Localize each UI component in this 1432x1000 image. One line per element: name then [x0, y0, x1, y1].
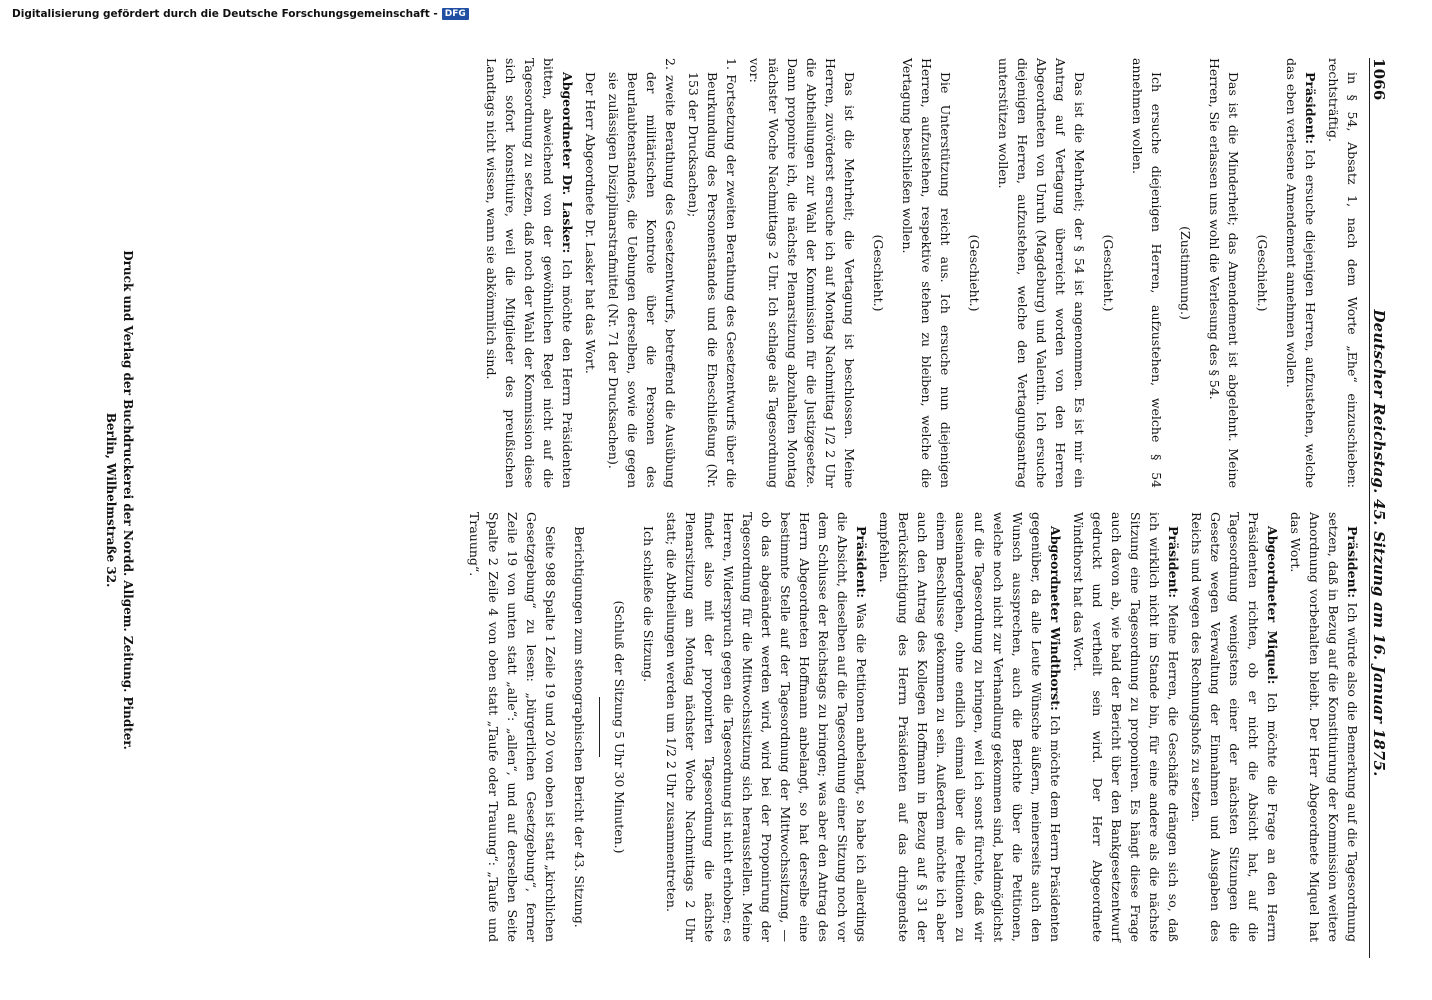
stage-direction: Berichtigungen zum stenographischen Bericht der 43. Sitzung. — [572, 526, 587, 928]
stage-direction: (Geschieht.) — [1101, 234, 1116, 312]
running-head — [1369, 58, 1410, 958]
speech-text: Meine Herren, die Geschäfte drängen sich so, daß ich wirklich nicht im Stande bin, für eine andere als die nächste Sitzung eine Tagesordnung zu proponiren. Es hängt diese Frage auch davon ab, wie bald der Bericht über den Bankgesetzentwurf gedruckt und vertheilt sein wird. Der Herr Abgeordnete Windthorst hat das Wort. — [1071, 512, 1181, 943]
speech-paragraph — [1282, 58, 1320, 488]
page-number: 1066 — [1370, 58, 1388, 101]
speech-text: Was die Petitionen anbelangt, so habe ich allerdings die Absicht, dieselben auf die Tagesordnung einer Sitzung noch vor dem Schlusse der Reichstags zu bringen; was aber den Antrag des Herrn Abgeordneten Hoffmann anbelangt, so hat derselbe eine bestimmte Stelle auf der Tagesordnung der Mittwochssitzung, — ob das abgeändert werden wird, wird bei der Proponirung der Tagesordnung für die Mittwochssitzung sich herausstellen. Meine Herren, Widerspruch gegen die Tagesordnung ist nicht erhoben; es findet also mit der proponirten Tagesordnung die nächste Plenarsitzung am Montag nächster Woche Nachmittags 2 Uhr statt; die Abtheilungen werden um 1/2 2 Uhr zusammentreten. — [664, 512, 869, 942]
body-paragraph: Der Herr Abgeordnete Dr. Lasker hat das Wort. — [583, 72, 598, 374]
imprint-line-2: Berlin, Wilhelmstraße 32. — [104, 412, 118, 588]
agenda-item: 1. Fortsetzung der zweiten Berathung des Gesetzentwurfs über die Beurkundung des Personenstandes und die Eheschließung (Nr. 153 der Drucksachen); — [686, 58, 739, 488]
speaker-name: Präsident: — [854, 526, 869, 599]
agenda-item: 2. zweite Berathung des Gesetzentwurfs, betreffend die Ausübung der militärischen Kontrole über die Personen des Beurlaubtenstandes, die Uebungen derselben, sowie die gegen sie zulässigen Disziplinarstrafmittel (Nr. 71 der Drucksachen). — [606, 58, 678, 488]
body-paragraph: Die Unterstützung reicht aus. Ich ersuche nun diejenigen Herren, aufzustehen, respektive stehen zu bleiben, welche die Vertagung beschließen wollen. — [900, 58, 953, 488]
speaker-name: Abgeordneter Windthorst: — [1048, 526, 1063, 711]
speech-text: Ich möchte den Herrn Präsidenten bitten, abweichend von der gewöhnlichen Regel nicht auf die Tagesordnung zu setzen, daß noch der Wahl der Kommission diese sich sofort konstituire, weil die Mitglieder des preußischen Landtags nicht wissen, wann sie abkömmlich sind. — [484, 58, 575, 488]
body-paragraph: Seite 988 Spalte 1 Zeile 19 und 20 von oben ist statt „kirchlichen Gesetzgebung“ zu lesen: „bürgerlichen Gesetzgebung“, ferner Zeile 19 von unten statt „alle“: „allen“, und auf derselben Seite Spalte 2 Zeile 4 von oben statt „Taufe oder Trauung“: „Taufe und Trauung“. — [467, 512, 558, 942]
dfg-logo: DFG — [442, 8, 469, 20]
speech-paragraph — [1069, 512, 1183, 942]
speech-paragraph — [1187, 512, 1282, 942]
body-paragraph: Das ist die Mehrheit; die Vertagung ist beschlossen. Meine Herren, zuvörderst ersuche ich auf Montag Nachmittag 1/2 2 Uhr die Abtheilungen zur Wahl der Kommission für die Justizgesetze. Dann proponire ich, die nächste Plenarsitzung abzuhalten Montag nächster Woche Nachmittags 2 Uhr. Ich schlage als Tagesordnung vor: — [747, 58, 857, 488]
stage-direction: (Geschieht.) — [1255, 234, 1270, 312]
speech-text: Ich möchte dem Herrn Präsidenten gegenüber, da alle Leute Wünsche äußern, meinerseits auch den Wunsch aussprechen, auch die Berichte über die Petitionen, welche noch nicht zur Verhandlung gekommen sind, baldmöglichst auf die Tagesordnung zu bringen, weil ich sonst fürchte, daß wir auseinandergehen, ohne endlich einmal über die Petitionen zu einem Beschlusse gekommen zu sein. Außerdem möchte ich aber auch den Antrag des Kollegen Hoffmann in Bezug auf § 31 der Berücksichtigung des Herrn Präsidenten auf das dringendste empfehlen. — [877, 512, 1063, 942]
body-paragraph: Ich ersuche diejenigen Herren, aufzustehen, welche § 54 annehmen wollen. — [1130, 58, 1164, 488]
body-paragraph: in § 54, Absatz 1, nach dem Worte „Ehe“ einzuschieben: rechtsträftig. — [1326, 58, 1360, 488]
speech-paragraph — [875, 512, 1065, 942]
speaker-name: Abgeordneter Miquel: — [1265, 526, 1280, 685]
stage-direction: (Schluß der Sitzung 5 Uhr 30 Minuten.) — [612, 600, 627, 854]
imprint-line-1: Druck und Verlag der Buchdruckerei der Nordd. Allgem. Zeitung. Pindter. — [121, 250, 135, 750]
speaker-name: Präsident: — [1166, 526, 1181, 599]
speech-paragraph — [482, 58, 577, 488]
speaker-name: Präsident: — [1345, 526, 1360, 599]
speech-text: Ich würde also die Bemerkung auf die Tagesordnung setzen, daß in Bezug auf die Konstituirung der Kommission weitere Anordnung vorbehalten bleibt. Der Herr Abgeordnete Miquel hat das Wort. — [1288, 512, 1360, 942]
stage-direction: (Geschieht.) — [871, 234, 886, 312]
speaker-name: Abgeordneter Dr. Lasker: — [560, 72, 575, 254]
speaker-name: Präsident: — [1303, 72, 1318, 145]
printer-imprint — [102, 60, 136, 940]
speech-text: Ich ersuche diejenigen Herren, aufzustehen, welche das eben verlesene Amendement annehmen wollen. — [1284, 58, 1318, 488]
digitization-credit — [12, 8, 469, 20]
right-column — [461, 512, 1362, 942]
body-paragraph: Ich schließe die Sitzung. — [641, 526, 656, 683]
stage-direction: (Geschieht.) — [967, 234, 982, 312]
body-paragraph: Das ist die Minderheit; das Amendement ist abgelehnt. Meine Herren, Sie erlassen uns wohl die Verlesung des § 54. — [1207, 58, 1241, 488]
stage-direction: (Zustimmung.) — [1178, 226, 1193, 320]
speech-paragraph — [1286, 512, 1362, 942]
speech-text: Ich möchte die Frage an den Herrn Präsidenten richten, ob er nicht die Absicht hat, auf die Tagesordnung wenigstens einer der nächsten Sitzungen die Gesetze wegen Verwaltung der Einnahmen und Ausgaben des Reichs und wegen des Rechnungshofs zu setzen. — [1189, 512, 1280, 942]
section-rule — [599, 697, 600, 757]
left-column — [478, 58, 1362, 488]
credit-text: Digitalisierung gefördert durch die Deutsche Forschungsgemeinschaft - — [12, 8, 438, 20]
speech-paragraph — [662, 512, 871, 942]
body-paragraph: Das ist die Mehrheit; der § 54 ist angenommen. Es ist mir ein Antrag auf Vertagung überreicht worden von den Herren Abgeordneten von Unruh (Magdeburg) und Valentin. Ich ersuche diejenigen Herren, aufzustehen, welche den Vertagungsantrag unterstützen wollen. — [996, 58, 1087, 488]
page-title: Deutscher Reichstag. 45. Sitzung am 16. Januar 1875. — [1370, 309, 1388, 777]
